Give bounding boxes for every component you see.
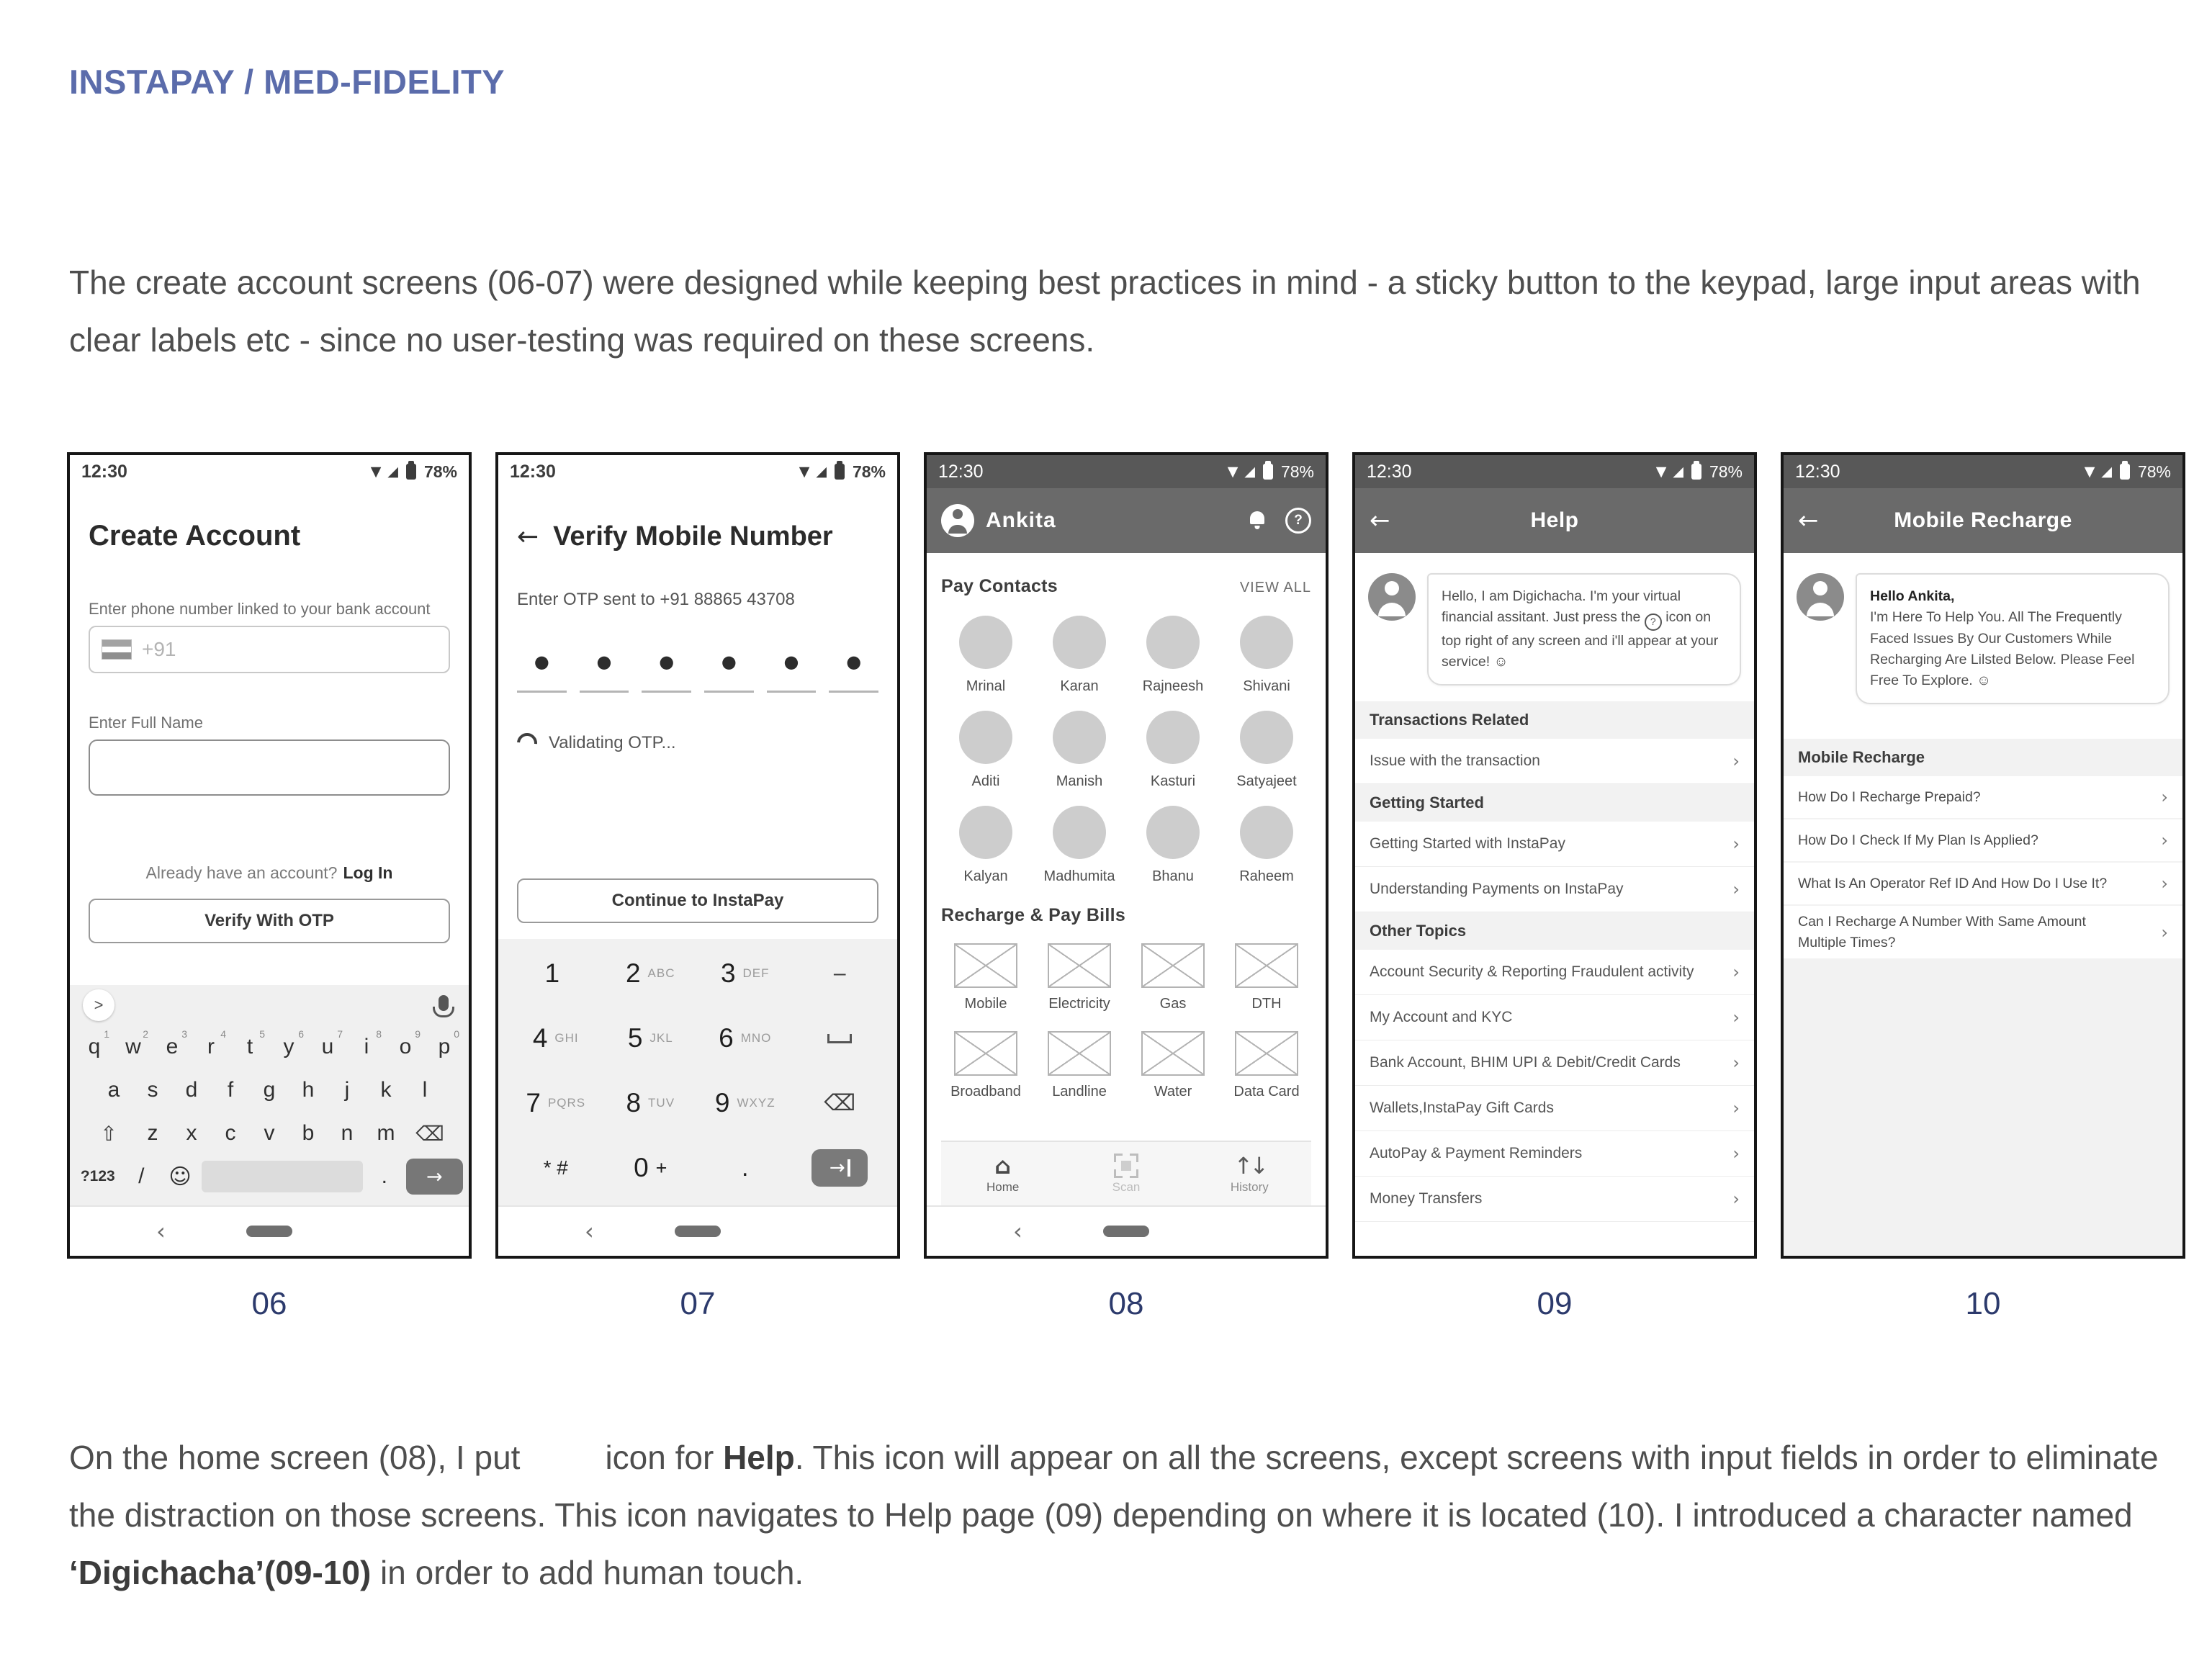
full-name-input[interactable] (89, 739, 450, 796)
chevron-right-icon: › (2161, 787, 2168, 808)
otp-digit[interactable]: ● (767, 652, 817, 693)
contact-avatar (959, 616, 1012, 669)
chevron-right-icon: › (2161, 873, 2168, 894)
help-icon-inline: ? (1645, 613, 1662, 631)
help-topic-row[interactable]: Bank Account, BHIM UPI & Debit/Credit Cards › (1355, 1040, 1754, 1086)
otp-digit[interactable]: ● (580, 652, 629, 693)
chevron-right-icon: › (2161, 830, 2168, 851)
service-name: Water (1154, 1084, 1192, 1100)
star-hash-key[interactable]: * # (543, 1156, 568, 1179)
section-header: Mobile Recharge (1798, 748, 1925, 767)
contact-item[interactable] (1128, 616, 1218, 695)
bubble-body: I'm Here To Help You. All The Frequently Faced Issues By Our Customers While Recharging Are Lilsted Below. Please Feel Free To Explore. ☺ (1870, 609, 2135, 688)
contact-avatar (959, 711, 1012, 764)
letter-key[interactable]: b (302, 1121, 315, 1145)
keyboard-row-1 (76, 1025, 463, 1069)
screen-number: 07 (680, 1286, 716, 1321)
letter-key[interactable]: g (263, 1078, 276, 1102)
status-bar (1355, 455, 1754, 488)
key-0[interactable]: 0 + (634, 1153, 667, 1182)
backspace-key[interactable]: ⌫ (824, 1090, 856, 1116)
nav-scan[interactable]: Scan (1083, 1154, 1169, 1195)
period-key[interactable]: . (742, 1154, 749, 1182)
screen-07-verify-mobile (495, 452, 900, 1259)
status-time: 12:30 (81, 461, 127, 482)
contact-item[interactable] (1222, 616, 1311, 695)
service-image-placeholder (1141, 943, 1205, 988)
otp-digit[interactable]: ● (704, 652, 754, 693)
section-header: Getting Started (1355, 784, 1754, 822)
faq-row[interactable]: Can I Recharge A Number With Same Amount Multiple Times? › (1784, 906, 2182, 958)
home-icon: ⌂ (994, 1151, 1012, 1179)
battery-percent: 78% (1280, 462, 1314, 481)
help-topic-row[interactable]: Account Security & Reporting Fraudulent activity › (1355, 950, 1754, 995)
wifi-icon: ▼ (799, 464, 810, 480)
contact-avatar (1053, 806, 1106, 859)
battery-percent: 78% (852, 462, 886, 481)
emoji-key[interactable]: ☺ (168, 1164, 192, 1190)
contact-name: Raheem (1239, 868, 1294, 884)
qr-scan-icon (1114, 1154, 1138, 1178)
bubble-greeting: Hello Ankita, (1870, 588, 1955, 604)
nav-history[interactable]: ↑↓ History (1206, 1154, 1292, 1195)
contact-name: Karan (1060, 678, 1099, 694)
back-arrow-icon[interactable]: ← (1370, 506, 1390, 535)
chevron-right-icon: › (2161, 922, 2168, 943)
back-chevron-icon[interactable]: ‹ (585, 1218, 594, 1245)
signal-icon: ◢ (1244, 464, 1255, 480)
contact-avatar (1146, 616, 1200, 669)
screen-number: 10 (1965, 1286, 2001, 1321)
services-grid (941, 943, 1311, 1100)
letter-key[interactable]: m (377, 1121, 395, 1145)
backspace-key[interactable]: ⌫ (415, 1121, 444, 1146)
phone-field-label: Enter phone number linked to your bank account (89, 600, 431, 618)
service-image-placeholder (1235, 1031, 1298, 1076)
login-link[interactable]: Log In (343, 863, 393, 882)
mic-icon[interactable] (439, 995, 449, 1011)
screen-06-create-account (67, 452, 472, 1259)
service-image-placeholder (1048, 943, 1111, 988)
android-nav-bar (927, 1205, 1326, 1256)
battery-icon (1691, 464, 1701, 480)
home-pill[interactable] (246, 1226, 292, 1237)
validating-status: Validating OTP... (517, 733, 878, 753)
letter-key[interactable]: h (302, 1078, 315, 1102)
service-item[interactable] (1128, 1031, 1218, 1100)
key-5[interactable]: 5 JKL (627, 1023, 673, 1053)
symbols-key[interactable]: ?123 (80, 1168, 115, 1184)
key-6[interactable]: 6 MNO (719, 1023, 772, 1053)
screen-number: 08 (1108, 1286, 1144, 1321)
letter-key[interactable]: l (422, 1078, 428, 1102)
chevron-right-icon: › (1732, 1098, 1740, 1119)
intro-paragraph: The create account screens (06-07) were designed while keeping best practices in mind - a sticky button to the keypad, large input areas with clear labels etc - since no user-testing was required on these screens. (69, 264, 2141, 359)
help-topic-row[interactable]: Money Transfers › (1355, 1177, 1754, 1222)
contact-name: Shivani (1243, 678, 1290, 694)
service-item[interactable] (1128, 943, 1218, 1012)
space-key[interactable] (202, 1161, 363, 1192)
contact-name: Bhanu (1152, 868, 1194, 884)
status-bar (927, 455, 1326, 488)
service-name: Broadband (950, 1084, 1021, 1100)
profile-avatar-icon[interactable] (941, 504, 974, 537)
contact-name: Manish (1056, 773, 1103, 789)
slash-key[interactable]: / (138, 1164, 145, 1188)
letter-key[interactable]: 7 u (321, 1028, 343, 1058)
help-topic-row[interactable]: Issue with the transaction › (1355, 739, 1754, 784)
otp-input[interactable] (517, 652, 878, 693)
letter-key[interactable]: c (225, 1121, 236, 1145)
letter-key[interactable]: 5 t (246, 1028, 265, 1058)
service-name: DTH (1251, 996, 1282, 1012)
signal-icon: ◢ (1673, 464, 1683, 480)
keyboard-row-2 (76, 1069, 463, 1112)
page-title: INSTAPAY / MED-FIDELITY (69, 63, 505, 101)
screen-title: Mobile Recharge (1894, 508, 2072, 532)
phone-placeholder: +91 (142, 638, 176, 660)
chat-bubble: Hello, I am Digichacha. I'm your virtual financial assitant. Just press the ? icon on top right of any screen and i'll appear at your service! ☺ (1427, 573, 1741, 685)
letter-key[interactable]: 6 y (283, 1028, 304, 1058)
help-topic-row[interactable]: Understanding Payments on InstaPay › (1355, 867, 1754, 912)
key-9[interactable]: 9 WXYZ (714, 1088, 775, 1118)
notifications-bell-icon[interactable] (1248, 510, 1267, 531)
suggestions-expand-button[interactable]: > (83, 989, 114, 1021)
back-chevron-icon[interactable]: ‹ (1013, 1218, 1022, 1245)
letter-key[interactable]: d (185, 1078, 198, 1102)
contact-name: Aditi (971, 773, 1000, 789)
letter-key[interactable]: a (107, 1078, 120, 1102)
battery-icon (835, 464, 845, 480)
letter-key[interactable]: 3 e (166, 1028, 187, 1058)
service-item[interactable] (1035, 943, 1124, 1012)
battery-percent: 78% (1709, 462, 1743, 481)
service-item[interactable] (1222, 943, 1311, 1012)
space-icon (827, 1034, 852, 1043)
key-3[interactable]: 3 DEF (720, 958, 770, 988)
contact-item[interactable] (1128, 711, 1218, 790)
letter-key[interactable]: k (380, 1078, 392, 1102)
otp-digit[interactable]: ● (642, 652, 691, 693)
service-image-placeholder (1235, 943, 1298, 988)
enter-key[interactable]: → (793, 1146, 888, 1190)
contact-name: Madhumita (1043, 868, 1115, 884)
status-bar (498, 455, 897, 488)
letter-key[interactable]: j (344, 1078, 350, 1102)
outro-paragraph: On the home screen (08), I put icon for Help. This icon will appear on all the screens, except screens with input fields in order to eliminate the distraction on those screens. This icon navigates to Help page (09) depending on where it is located (10). I introduced a character named ‘Digichacha’(09-10) in order to add human touch. (69, 1439, 2159, 1591)
home-pill[interactable] (1103, 1226, 1149, 1237)
screen-title: Help (1530, 508, 1579, 532)
service-item[interactable] (941, 943, 1030, 1012)
chevron-right-icon: › (1732, 1053, 1740, 1074)
contact-item[interactable] (1222, 806, 1311, 885)
letter-key[interactable]: 2 w (125, 1028, 148, 1058)
digichacha-chat (1355, 553, 1754, 701)
contact-item[interactable] (1128, 806, 1218, 885)
screen-09-help (1352, 452, 1757, 1259)
digichacha-avatar (1368, 573, 1416, 621)
letter-key[interactable]: 0 p (438, 1028, 459, 1058)
letter-key[interactable]: v (264, 1121, 275, 1145)
letter-key[interactable]: s (147, 1078, 158, 1102)
contact-item[interactable] (941, 616, 1030, 695)
battery-percent: 78% (2137, 462, 2171, 481)
spinner-icon (513, 729, 541, 757)
home-pill[interactable] (675, 1226, 721, 1237)
letter-key[interactable]: f (227, 1078, 234, 1102)
back-chevron-icon[interactable]: ‹ (156, 1218, 166, 1245)
digichacha-avatar (1797, 573, 1844, 621)
status-time: 12:30 (938, 461, 984, 482)
wifi-icon: ▼ (1227, 464, 1238, 480)
signal-icon: ◢ (387, 464, 398, 480)
chevron-right-icon: › (1732, 1143, 1740, 1164)
india-flag-icon (102, 639, 132, 660)
letter-key[interactable]: 1 q (88, 1028, 109, 1058)
contact-avatar (1146, 806, 1200, 859)
continue-button[interactable]: Continue to InstaPay (517, 878, 878, 923)
chevron-right-icon: › (1732, 751, 1740, 772)
key-8[interactable]: 8 TUV (626, 1088, 675, 1118)
letter-key[interactable]: 4 r (207, 1028, 226, 1058)
android-nav-bar (70, 1205, 469, 1256)
period-key[interactable]: . (381, 1164, 387, 1188)
contact-avatar (1240, 616, 1293, 669)
signal-icon: ◢ (2101, 464, 2112, 480)
help-list (1355, 950, 1754, 1222)
service-name: Mobile (964, 996, 1007, 1012)
history-icon: ↑↓ (1233, 1151, 1266, 1179)
status-bar (1784, 455, 2182, 488)
contact-name: Kasturi (1150, 773, 1196, 789)
keyboard-row-4 (76, 1155, 463, 1198)
screen-number-row (67, 1286, 2185, 1322)
contact-name: Mrinal (966, 678, 1006, 694)
otp-label: Enter OTP sent to +91 88865 43708 (517, 590, 795, 609)
screen-title: Verify Mobile Number (553, 521, 833, 552)
service-item[interactable] (941, 1031, 1030, 1100)
otp-digit[interactable]: ● (517, 652, 567, 693)
service-image-placeholder (954, 943, 1017, 988)
service-item[interactable] (1222, 1031, 1311, 1100)
verify-otp-button[interactable]: Verify With OTP (89, 899, 450, 943)
phone-input[interactable] (89, 626, 450, 673)
contact-item[interactable] (1222, 711, 1311, 790)
otp-digit[interactable]: ● (829, 652, 878, 693)
faq-row[interactable]: What Is An Operator Ref ID And How Do I Use It? › (1784, 863, 2182, 904)
service-name: Landline (1052, 1084, 1107, 1100)
screen-number: 09 (1537, 1286, 1573, 1321)
screen-10-mobile-recharge-help (1781, 452, 2185, 1259)
contact-name: Kalyan (963, 868, 1008, 884)
screen-title: Create Account (89, 520, 301, 552)
contacts-grid (941, 616, 1311, 885)
android-keyboard (70, 985, 469, 1205)
contact-avatar (1240, 711, 1293, 764)
service-image-placeholder (954, 1031, 1017, 1076)
contact-name: Satyajeet (1236, 773, 1297, 789)
pay-contacts-heading: Pay Contacts (941, 576, 1058, 596)
letter-key[interactable]: x (186, 1121, 197, 1145)
chevron-right-icon: › (1732, 879, 1740, 900)
contact-item[interactable] (941, 711, 1030, 790)
status-time: 12:30 (1367, 461, 1412, 482)
battery-icon (2120, 464, 2130, 480)
android-nav-bar (498, 1205, 897, 1256)
faq-row[interactable]: How Do I Check If My Plan Is Applied? › (1784, 819, 2182, 861)
faq-area (1784, 739, 2182, 1256)
contact-avatar (1146, 711, 1200, 764)
key-2[interactable]: 2 ABC (625, 958, 675, 988)
key-1[interactable]: 1 (544, 958, 560, 988)
help-list (1355, 822, 1754, 912)
back-arrow-icon[interactable]: ← (517, 522, 539, 552)
recharge-bills-heading: Recharge & Pay Bills (941, 905, 1126, 925)
dash-key[interactable]: – (833, 961, 846, 985)
contact-item[interactable] (1035, 616, 1124, 695)
letter-key[interactable]: 9 o (399, 1028, 421, 1058)
shift-key[interactable]: ⇧ (100, 1121, 117, 1146)
help-list (1355, 739, 1754, 784)
user-name: Ankita (986, 508, 1056, 532)
name-field-label: Enter Full Name (89, 714, 203, 732)
screen-08-home (924, 452, 1328, 1259)
contact-item[interactable] (1035, 711, 1124, 790)
service-name: Data Card (1233, 1084, 1300, 1100)
service-name: Electricity (1048, 996, 1110, 1012)
chevron-right-icon: › (1732, 834, 1740, 855)
numeric-keypad (498, 939, 897, 1205)
contact-item[interactable] (941, 806, 1030, 885)
back-arrow-icon[interactable]: ← (1798, 506, 1819, 535)
key-7[interactable]: 7 PQRS (526, 1088, 586, 1118)
help-topic-row[interactable]: AutoPay & Payment Reminders › (1355, 1131, 1754, 1177)
battery-icon (1263, 464, 1273, 480)
service-image-placeholder (1141, 1031, 1205, 1076)
wifi-icon: ▼ (370, 464, 382, 480)
contact-item[interactable] (1035, 806, 1124, 885)
faq-list (1784, 776, 2182, 960)
status-time: 12:30 (1795, 461, 1840, 482)
service-name: Gas (1159, 996, 1187, 1012)
wifi-icon: ▼ (1655, 464, 1667, 480)
contact-avatar (1053, 616, 1106, 669)
screen-number: 06 (251, 1286, 287, 1321)
section-header: Transactions Related (1355, 701, 1754, 739)
letter-key[interactable]: z (147, 1121, 158, 1145)
signal-icon: ◢ (816, 464, 827, 480)
battery-percent: 78% (423, 462, 457, 481)
help-topic-row[interactable]: Wallets,InstaPay Gift Cards › (1355, 1086, 1754, 1131)
help-topic-row[interactable]: Getting Started with InstaPay › (1355, 822, 1754, 867)
digichacha-chat (1784, 553, 2182, 720)
chevron-right-icon: › (1732, 962, 1740, 983)
bottom-nav (941, 1141, 1311, 1205)
help-topic-row[interactable]: My Account and KYC › (1355, 995, 1754, 1040)
chat-bubble (1856, 573, 2170, 704)
battery-icon (406, 464, 416, 480)
contact-avatar (959, 806, 1012, 859)
chevron-right-icon: › (1732, 1007, 1740, 1028)
view-all-link[interactable]: VIEW ALL (1239, 580, 1311, 595)
service-item[interactable] (1035, 1031, 1124, 1100)
keyboard-row-3 (76, 1112, 463, 1155)
letter-key[interactable]: n (341, 1121, 354, 1145)
enter-key[interactable]: → (406, 1159, 463, 1195)
contact-avatar (1053, 711, 1106, 764)
key-4[interactable]: 4 GHI (532, 1023, 579, 1053)
nav-home[interactable]: ⌂ Home (960, 1154, 1046, 1195)
space-key[interactable] (793, 1017, 888, 1060)
app-header (927, 488, 1326, 553)
contact-name: Rajneesh (1142, 678, 1204, 694)
section-header: Other Topics (1355, 912, 1754, 950)
app-header (1784, 488, 2182, 553)
chevron-right-icon: › (1732, 1189, 1740, 1210)
wifi-icon: ▼ (2084, 464, 2095, 480)
service-image-placeholder (1048, 1031, 1111, 1076)
login-prompt: Already have an account? Log In (145, 863, 393, 882)
letter-key[interactable]: 8 i (364, 1028, 382, 1058)
app-header (1355, 488, 1754, 553)
faq-row[interactable]: How Do I Recharge Prepaid? › (1784, 776, 2182, 818)
status-bar (70, 455, 469, 488)
contact-avatar (1240, 806, 1293, 859)
status-time: 12:30 (510, 461, 556, 482)
help-icon[interactable]: ? (1285, 508, 1311, 534)
